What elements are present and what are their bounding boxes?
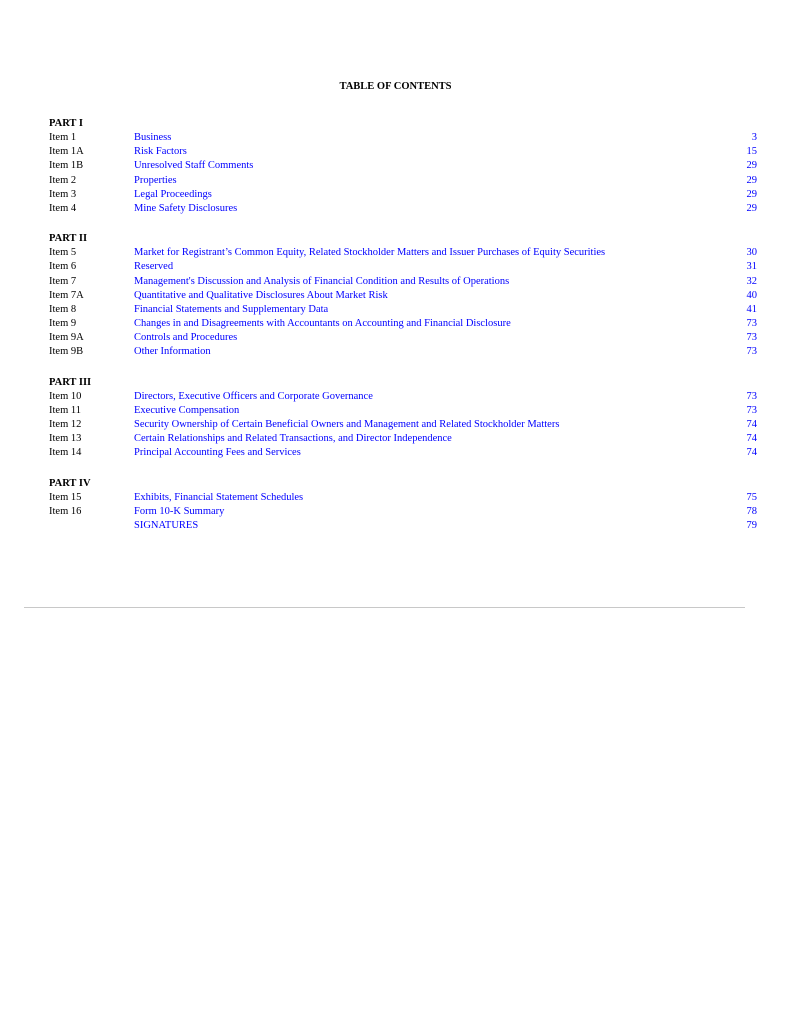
toc-part-section	[49, 477, 757, 534]
page-number-link[interactable]: 32	[746, 275, 757, 287]
page-number-link[interactable]: 75	[746, 491, 757, 503]
toc-link[interactable]: Business	[134, 132, 172, 143]
toc-link[interactable]: Executive Compensation	[134, 404, 240, 416]
toc-row	[49, 246, 757, 260]
page-number-link[interactable]: 29	[746, 202, 757, 214]
part-heading: PART III	[49, 376, 92, 388]
table-of-contents	[49, 117, 757, 549]
page-number-link[interactable]: 29	[746, 160, 757, 172]
page-number-link[interactable]: 15	[746, 146, 757, 158]
toc-row	[49, 275, 757, 289]
page-number-link[interactable]: 73	[746, 346, 757, 358]
item-number: Item 8	[49, 303, 77, 315]
toc-link[interactable]: Certain Relationships and Related Transactions, and Director Independence	[134, 433, 452, 445]
toc-row	[49, 188, 757, 202]
toc-link[interactable]: Risk Factors	[134, 146, 187, 158]
part-heading: PART II	[49, 233, 88, 245]
toc-row	[49, 303, 757, 317]
toc-part-section	[49, 376, 757, 461]
toc-row	[49, 491, 757, 505]
item-number: Item 9	[49, 318, 77, 330]
toc-row	[49, 131, 757, 145]
toc-row	[49, 331, 757, 345]
item-number: Item 11	[49, 404, 81, 416]
toc-link[interactable]: Market for Registrant’s Common Equity, Related Stockholder Matters and Issuer Purchases of Equity Securities	[134, 247, 606, 259]
toc-link[interactable]: Management's Discussion and Analysis of Financial Condition and Results of Operations	[134, 275, 510, 287]
page-number-link[interactable]: 31	[746, 261, 757, 273]
item-number: Item 6	[49, 261, 77, 273]
part-heading: PART IV	[49, 477, 91, 489]
item-number: Item 7A	[49, 289, 84, 301]
toc-row	[49, 159, 757, 173]
toc-link[interactable]: Reserved	[134, 261, 174, 273]
page-number-link[interactable]: 29	[746, 188, 757, 200]
item-number: Item 12	[49, 419, 82, 430]
item-number: Item 13	[49, 433, 82, 445]
page-number-link[interactable]: 3	[751, 132, 757, 143]
toc-row	[49, 202, 757, 216]
toc-row	[49, 390, 757, 404]
toc-link[interactable]: Controls and Procedures	[134, 332, 238, 344]
toc-row	[49, 446, 757, 460]
toc-link[interactable]: Properties	[134, 174, 177, 186]
toc-link[interactable]: Mine Safety Disclosures	[134, 202, 238, 214]
item-number: Item 4	[49, 202, 77, 214]
page-divider	[24, 607, 745, 608]
item-number: Item 2	[49, 174, 77, 186]
item-number: Item 15	[49, 491, 82, 503]
page-number-link[interactable]: 40	[746, 289, 757, 301]
page-number-link[interactable]: 79	[746, 519, 757, 531]
page-number-link[interactable]: 29	[746, 174, 757, 186]
item-number: Item 1	[49, 132, 77, 143]
toc-row	[49, 145, 757, 159]
page-number-link[interactable]: 73	[746, 318, 757, 330]
item-number: Item 1A	[49, 146, 84, 158]
toc-link[interactable]: Exhibits, Financial Statement Schedules	[134, 491, 304, 503]
page-number-link[interactable]: 74	[746, 419, 757, 430]
page-number-link[interactable]: 30	[746, 247, 757, 259]
toc-part-section	[49, 232, 757, 360]
toc-link[interactable]: Unresolved Staff Comments	[134, 160, 254, 172]
toc-row	[49, 317, 757, 331]
toc-part-section	[49, 117, 757, 216]
page-title: TABLE OF CONTENTS	[339, 81, 452, 92]
toc-row	[49, 174, 757, 188]
toc-link[interactable]: Financial Statements and Supplementary Data	[134, 303, 329, 315]
item-number: Item 9A	[49, 332, 84, 344]
item-number: Item 5	[49, 247, 77, 259]
toc-row	[49, 289, 757, 303]
toc-row	[49, 260, 757, 274]
page-number-link[interactable]: 73	[746, 404, 757, 416]
toc-link[interactable]: Principal Accounting Fees and Services	[134, 447, 301, 459]
toc-row	[49, 519, 757, 533]
page-number-link[interactable]: 78	[746, 505, 757, 517]
toc-link[interactable]: Quantitative and Qualitative Disclosures About Market Risk	[134, 289, 388, 301]
item-number: Item 7	[49, 275, 77, 287]
toc-link[interactable]: Changes in and Disagreements with Accountants on Accounting and Financial Disclosure	[134, 318, 511, 330]
item-number: Item 1B	[49, 160, 84, 172]
item-number: Item 10	[49, 390, 82, 402]
toc-row	[49, 345, 757, 359]
toc-row	[49, 505, 757, 519]
toc-link[interactable]: Form 10-K Summary	[134, 505, 225, 517]
toc-row	[49, 418, 757, 432]
toc-link[interactable]: Security Ownership of Certain Beneficial Owners and Management and Related Stockholder Matters	[134, 419, 560, 430]
item-number: Item 16	[49, 505, 82, 517]
page-number-link[interactable]: 74	[746, 433, 757, 445]
page-number-link[interactable]: 74	[746, 447, 757, 459]
toc-link[interactable]: Other Information	[134, 346, 211, 358]
page-number-link[interactable]: 41	[746, 303, 757, 315]
toc-link[interactable]: Directors, Executive Officers and Corporate Governance	[134, 390, 373, 402]
page-number-link[interactable]: 73	[746, 332, 757, 344]
item-number: Item 3	[49, 188, 77, 200]
item-number: Item 14	[49, 447, 82, 459]
toc-row	[49, 404, 757, 418]
item-number: Item 9B	[49, 346, 84, 358]
toc-link[interactable]: SIGNATURES	[134, 519, 199, 531]
part-heading: PART I	[49, 118, 83, 129]
page-number-link[interactable]: 73	[746, 390, 757, 402]
toc-row	[49, 432, 757, 446]
toc-link[interactable]: Legal Proceedings	[134, 188, 212, 200]
